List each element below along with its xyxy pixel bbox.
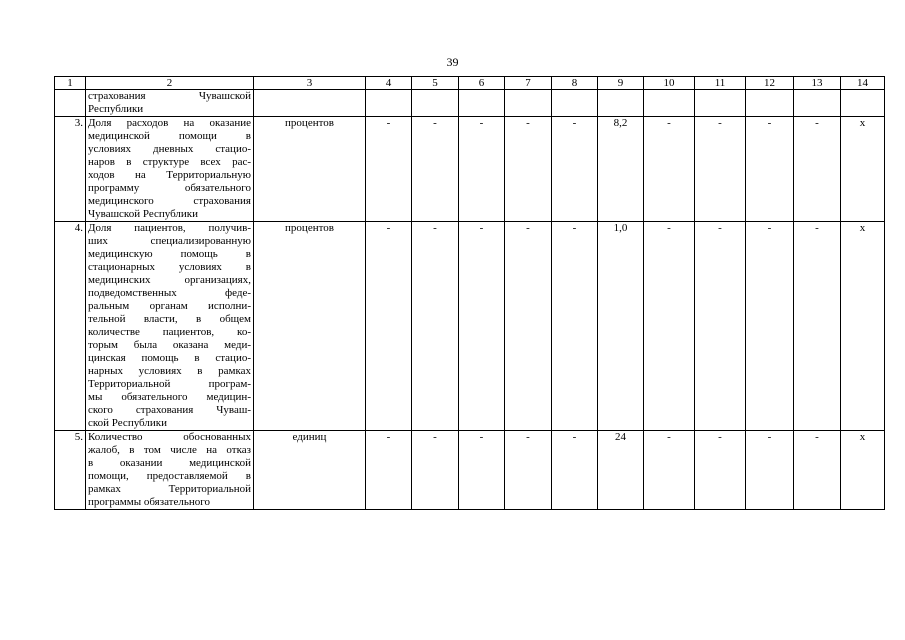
value-cell <box>794 90 841 117</box>
column-number-row <box>55 77 885 90</box>
column-number-cell: 2 <box>86 77 254 90</box>
value-cell: - <box>644 431 695 510</box>
table-row <box>55 222 885 431</box>
value-cell: - <box>366 431 412 510</box>
indicator-name-line: Доля расходов на оказание <box>88 117 251 129</box>
indicator-name-cell <box>86 117 254 222</box>
indicator-name-line: ходов на Территориальную <box>88 169 251 181</box>
indicator-name-line: медицинского страхования <box>88 195 251 207</box>
unit-cell: процентов <box>254 222 366 431</box>
indicator-name-line: рамках Территориальной <box>88 483 251 495</box>
page-number: 39 <box>446 55 459 69</box>
value-cell <box>644 90 695 117</box>
column-number-cell: 1 <box>55 77 86 90</box>
value-cell: - <box>412 222 459 431</box>
column-number-cell: 7 <box>505 77 552 90</box>
value-cell: - <box>746 222 794 431</box>
value-cell: x <box>841 431 885 510</box>
value-cell <box>459 90 505 117</box>
column-number-cell: 12 <box>746 77 794 90</box>
indicator-name-line: Количество обоснованных <box>88 431 251 443</box>
value-cell: - <box>459 117 505 222</box>
row-number-cell: 4. <box>55 222 86 431</box>
indicator-name-line: мы обязательного медицин- <box>88 391 251 403</box>
indicator-name-cell <box>86 222 254 431</box>
value-cell: - <box>746 431 794 510</box>
table-row <box>55 90 885 117</box>
indicator-name-line: количестве пациентов, ко- <box>88 326 251 338</box>
indicator-name-cell <box>86 90 254 117</box>
indicators-table <box>54 76 885 510</box>
value-cell <box>505 90 552 117</box>
column-number-cell: 3 <box>254 77 366 90</box>
value-cell: - <box>505 117 552 222</box>
value-cell: - <box>794 222 841 431</box>
column-number-cell: 10 <box>644 77 695 90</box>
table-row <box>55 431 885 510</box>
value-cell: - <box>412 117 459 222</box>
indicator-name-line: Территориальной програм- <box>88 378 251 390</box>
value-cell: - <box>644 222 695 431</box>
value-cell: - <box>794 431 841 510</box>
value-cell: - <box>552 117 598 222</box>
value-cell: - <box>695 117 746 222</box>
indicator-name-line: в оказании медицинской <box>88 457 251 469</box>
indicator-name-line: ших специализированную <box>88 235 251 247</box>
indicator-name-line: Чувашской Республики <box>88 208 199 220</box>
value-cell: - <box>552 431 598 510</box>
indicator-name-line: Доля пациентов, получив- <box>88 222 251 234</box>
indicator-name-line: нарных условиях в рамках <box>88 365 251 377</box>
column-number-cell: 4 <box>366 77 412 90</box>
value-cell <box>746 90 794 117</box>
row-number-cell: 3. <box>55 117 86 222</box>
indicator-name-line: ской Республики <box>88 417 167 429</box>
value-cell: - <box>505 431 552 510</box>
value-cell: - <box>695 431 746 510</box>
value-cell <box>598 90 644 117</box>
value-cell: - <box>412 431 459 510</box>
indicator-name-line: помощи, предоставляемой в <box>88 470 251 482</box>
indicator-name-line: медицинской помощи в <box>88 130 251 142</box>
column-number-cell: 13 <box>794 77 841 90</box>
row-number-cell <box>55 90 86 117</box>
value-cell: - <box>746 117 794 222</box>
value-cell: - <box>366 222 412 431</box>
column-number-cell: 5 <box>412 77 459 90</box>
column-number-cell: 6 <box>459 77 505 90</box>
value-cell: - <box>644 117 695 222</box>
indicator-name-line: наров в структуре всех рас- <box>88 156 251 168</box>
unit-cell: процентов <box>254 117 366 222</box>
value-cell: 8,2 <box>598 117 644 222</box>
value-cell: - <box>459 222 505 431</box>
column-number-cell: 9 <box>598 77 644 90</box>
value-cell: - <box>695 222 746 431</box>
indicator-name-line: ского страхования Чуваш- <box>88 404 251 416</box>
indicator-name-line: стационарных условиях в <box>88 261 251 273</box>
indicator-name-line: медицинских организациях, <box>88 274 251 286</box>
indicator-name-line: программы обязательного <box>88 496 210 508</box>
column-number-cell: 8 <box>552 77 598 90</box>
value-cell: - <box>794 117 841 222</box>
indicator-name-line: ральным органам исполни- <box>88 300 251 312</box>
indicator-name-line: страхования Чувашской <box>88 90 251 102</box>
row-number-cell: 5. <box>55 431 86 510</box>
value-cell <box>841 90 885 117</box>
table-row <box>55 117 885 222</box>
value-cell: x <box>841 222 885 431</box>
value-cell: 24 <box>598 431 644 510</box>
indicator-name-line: условиях дневных стацио- <box>88 143 251 155</box>
unit-cell: единиц <box>254 431 366 510</box>
value-cell: - <box>459 431 505 510</box>
value-cell: 1,0 <box>598 222 644 431</box>
indicator-name-line: тельной власти, в общем <box>88 313 251 325</box>
value-cell <box>366 90 412 117</box>
indicator-name-line: Республики <box>88 103 144 115</box>
value-cell: x <box>841 117 885 222</box>
column-number-cell: 11 <box>695 77 746 90</box>
value-cell <box>695 90 746 117</box>
value-cell <box>552 90 598 117</box>
indicator-name-line: подведомственных феде- <box>88 287 251 299</box>
indicator-name-line: программу обязательного <box>88 182 251 194</box>
indicator-name-line: торым была оказана меди- <box>88 339 251 351</box>
unit-cell <box>254 90 366 117</box>
value-cell: - <box>552 222 598 431</box>
value-cell: - <box>505 222 552 431</box>
indicator-name-line: цинская помощь в стацио- <box>88 352 251 364</box>
indicator-name-line: жалоб, в том числе на отказ <box>88 444 251 456</box>
indicator-name-cell <box>86 431 254 510</box>
column-number-cell: 14 <box>841 77 885 90</box>
value-cell <box>412 90 459 117</box>
indicator-name-line: медицинскую помощь в <box>88 248 251 260</box>
value-cell: - <box>366 117 412 222</box>
